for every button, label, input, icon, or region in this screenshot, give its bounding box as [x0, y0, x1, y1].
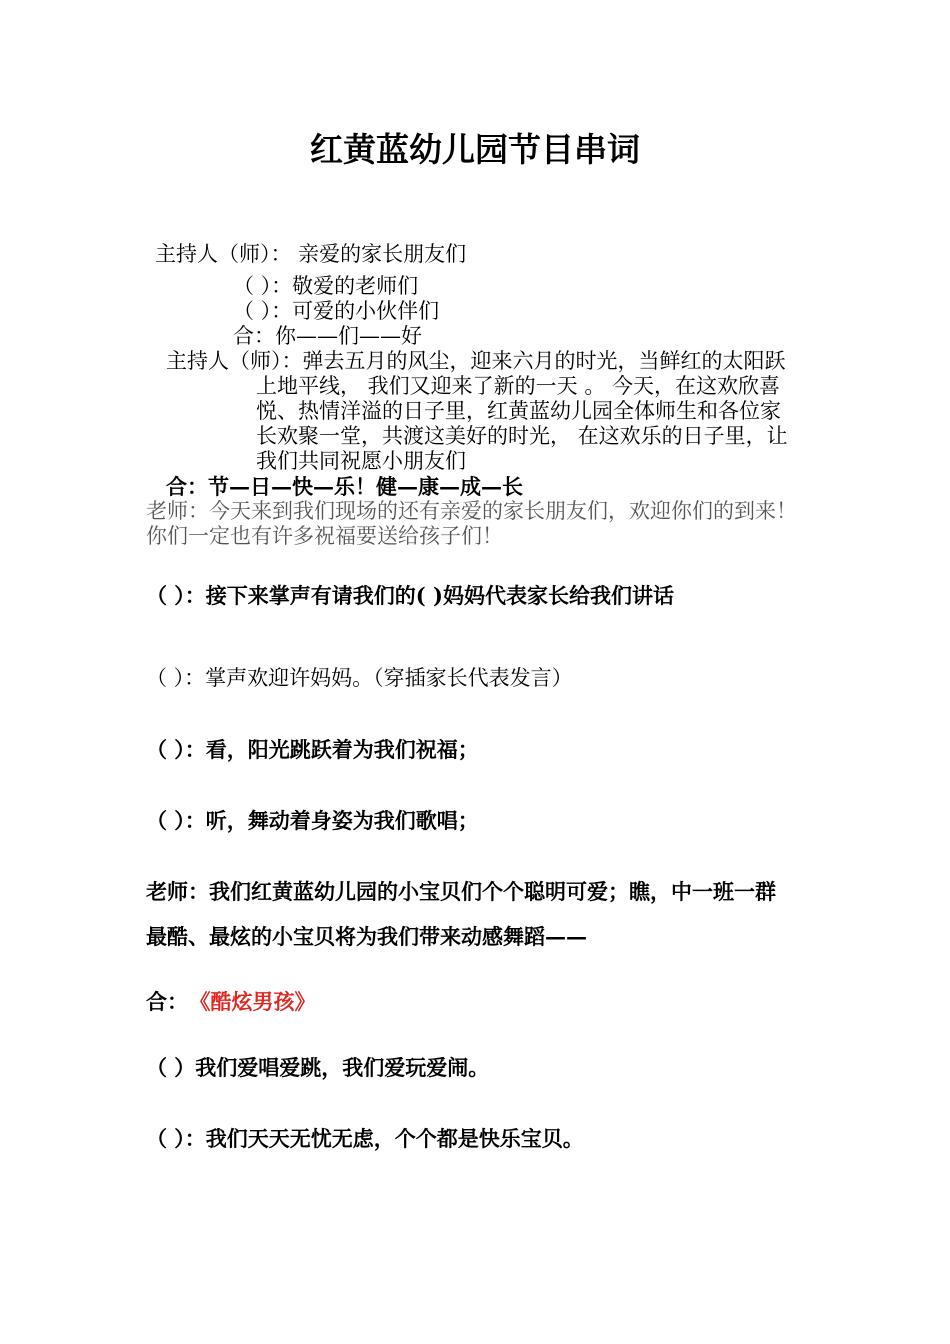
text-line: 我们共同祝愿小朋友们	[256, 449, 466, 473]
text-line: （ ）：我们天天无忧无虑，个个都是快乐宝贝。	[146, 1126, 584, 1151]
text-line: 上地平线， 我们又迎来了新的一天 。 今天，在这欢欣喜	[256, 374, 781, 398]
text-line: 你们一定也有许多祝福要送给孩子们！	[146, 524, 503, 548]
chorus-label: 合：	[146, 989, 188, 1014]
text-line: （ ）我们爱唱爱跳，我们爱玩爱闹。	[146, 1055, 490, 1080]
text-line: （ ）：敬爱的老师们	[233, 274, 419, 298]
document-title: 红黄蓝幼儿园节目串词	[310, 130, 640, 169]
text-line: 老师：我们红黄蓝幼儿园的小宝贝们个个聪明可爱；瞧，中一班一群	[146, 879, 776, 904]
text-line: 最酷、最炫的小宝贝将为我们带来动感舞蹈——	[146, 924, 587, 949]
text-line: （ ）：看，阳光跳跃着为我们祝福；	[146, 737, 479, 762]
text-line: 合：你——们——好	[233, 324, 422, 348]
text-line: （ ）：掌声欢迎许妈妈。（穿插家长代表发言）	[146, 666, 573, 690]
program-name: 《酷炫男孩》	[200, 989, 316, 1014]
text-line: 主持人（师）：弹去五月的风尘，迎来六月的时光，当鲜红的太阳跃	[166, 349, 786, 373]
text-line: 悦、热情洋溢的日子里，红黄蓝幼儿园全体师生和各位家	[256, 399, 781, 423]
text-line	[146, 989, 316, 1014]
text-line: （ ）：听，舞动着身姿为我们歌唱；	[146, 808, 479, 833]
text-line: （ ）：接下来掌声有请我们的( )妈妈代表家长给我们讲话	[146, 583, 674, 608]
text-line: 合：节—日—快—乐！健—康—成—长	[166, 474, 523, 499]
text-line: 长欢聚一堂，共渡这美好的时光， 在这欢乐的日子里，让	[256, 424, 788, 448]
text-line: 老师：今天来到我们现场的还有亲爱的家长朋友们，欢迎你们的到来！	[146, 499, 797, 523]
text-line: 主持人（师）： 亲爱的家长朋友们	[155, 242, 467, 266]
text-line: （ ）：可爱的小伙伴们	[233, 299, 440, 323]
